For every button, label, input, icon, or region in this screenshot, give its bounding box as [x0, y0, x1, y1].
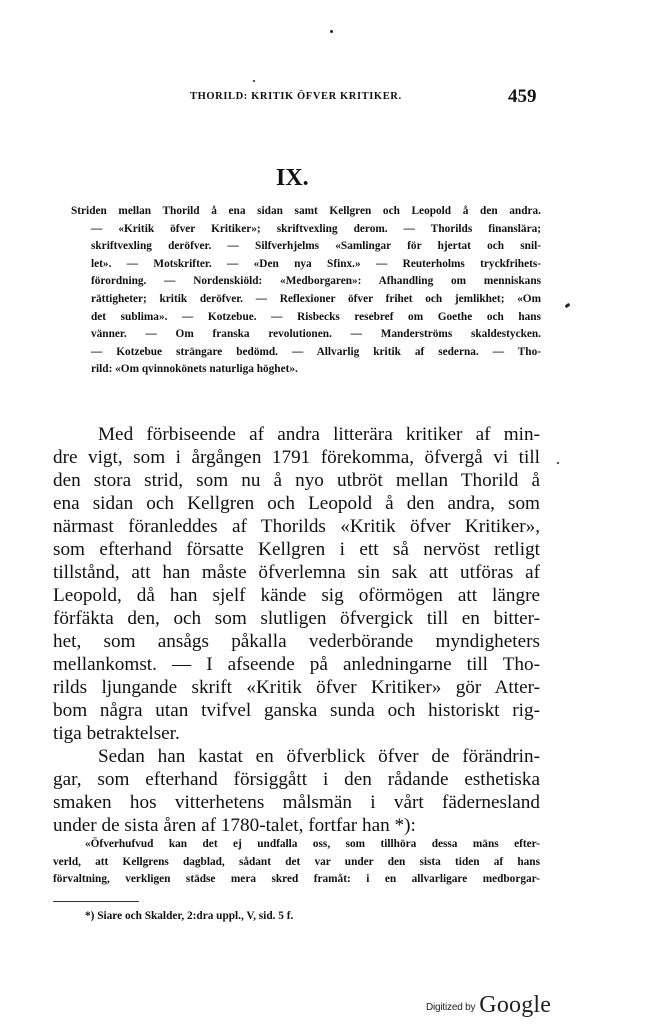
page-number: 459 [508, 86, 537, 107]
scan-speck [557, 462, 559, 464]
body-paragraphs [53, 423, 540, 837]
body-line: Leopold, då han sjelf kände sig oförmögen att längre [53, 585, 540, 606]
scan-speck [330, 30, 333, 33]
body-line: mellankomst. — I afseende på anledningarne till Tho- [53, 654, 540, 675]
summary-line: förordning. — Nordenskiöld: «Medborgaren»: Afhandling om menniskans [91, 275, 541, 288]
chapter-summary [71, 203, 541, 379]
body-line: tillstånd, att han måste öfverlemna sin sak att utföras af [53, 562, 540, 583]
scan-speck [565, 303, 571, 308]
body-line: under de sista åren af 1780-talet, fortfar han *): [53, 815, 416, 836]
watermark-prefix: Digitized by [426, 1002, 476, 1013]
body-line: den stora strid, som nu å nyo utbröt mellan Thorild å [53, 470, 540, 491]
body-line: rilds ljungande skrift «Kritik öfver Kritiker» gör Atter- [53, 677, 540, 698]
running-head: THORILD: KRITIK ÖFVER KRITIKER. [190, 91, 402, 102]
body-line: gar, som efterhand försiggått i den rådande esthetiska [53, 769, 540, 790]
quote-line: «Öfverhufvud kan det ej undfalla oss, som tillhöra dessa mäns efter- [85, 838, 540, 850]
footnote-divider [53, 901, 139, 902]
summary-line: vänner. — Om franska revolutionen. — Manderströms skaldestycken. [91, 328, 541, 341]
google-logo: Google [479, 992, 552, 1018]
summary-line: det sublima». — Kotzebue. — Risbecks resebref om Goethe och hans [91, 310, 541, 323]
body-line: närmast föranleddes af Thorilds «Kritik öfver Kritiker», [53, 516, 540, 537]
summary-line: rättigheter; kritik deröfver. — Reflexioner öfver frihet och jemlikhet; «Om [91, 292, 541, 305]
body-line: tiga betraktelser. [53, 723, 180, 744]
body-line: Sedan han kastat en öfverblick öfver de förändrin- [98, 746, 540, 767]
body-line: som efterhand försatte Kellgren i ett så nervöst retligt [53, 539, 540, 560]
scan-speck [253, 80, 255, 82]
body-line: förfäkta den, och som slutligen öfvergick till en bitter- [53, 608, 540, 629]
body-line: het, som ansågs påkalla vederbörande myndigheters [53, 631, 540, 652]
body-line: Med förbiseende af andra litterära kritiker af min- [98, 424, 540, 445]
body-line: ena sidan och Kellgren och Leopold å den andra, som [53, 493, 540, 514]
digitized-watermark [426, 992, 551, 1019]
body-line: smaken hos vitterhetens målsmän i vårt fädernesland [53, 792, 540, 813]
quote-line: förvaltning, verkligen städse mera skred framåt: i en allvarligare medborgar- [53, 873, 540, 886]
summary-line: — Kotzebue strängare bedömd. — Allvarlig kritik af sederna. — Tho- [91, 345, 541, 358]
chapter-heading: IX. [276, 165, 309, 191]
body-line: dre vigt, som i årgången 1791 förekomma, öfvergå vi till [53, 447, 540, 468]
summary-line: — «Kritik öfver Kritiker»; skriftvexling derom. — Thorilds finanslära; [91, 222, 541, 235]
body-line: bom några utan tvifvel ganska sunda och historiskt rig- [53, 700, 540, 721]
footnote: *) Siare och Skalder, 2:dra uppl., V, sid. 5 f. [85, 910, 294, 922]
quote-line: verld, att Kellgrens dagblad, sådant det var under den sista tiden af hans [53, 855, 540, 868]
summary-line: Striden mellan Thorild å ena sidan samt Kellgren och Leopold å den andra. [71, 205, 541, 217]
block-quote [53, 836, 540, 889]
summary-line: let». — Motskrifter. — «Den nya Sfinx.» — Reuterholms tryckfrihets- [91, 257, 541, 270]
summary-line: skriftvexling deröfver. — Silfverhjelms «Samlingar för hjertat och snil- [91, 240, 541, 253]
summary-line: rild: «Om qvinnokönets naturliga höghet». [91, 363, 298, 376]
